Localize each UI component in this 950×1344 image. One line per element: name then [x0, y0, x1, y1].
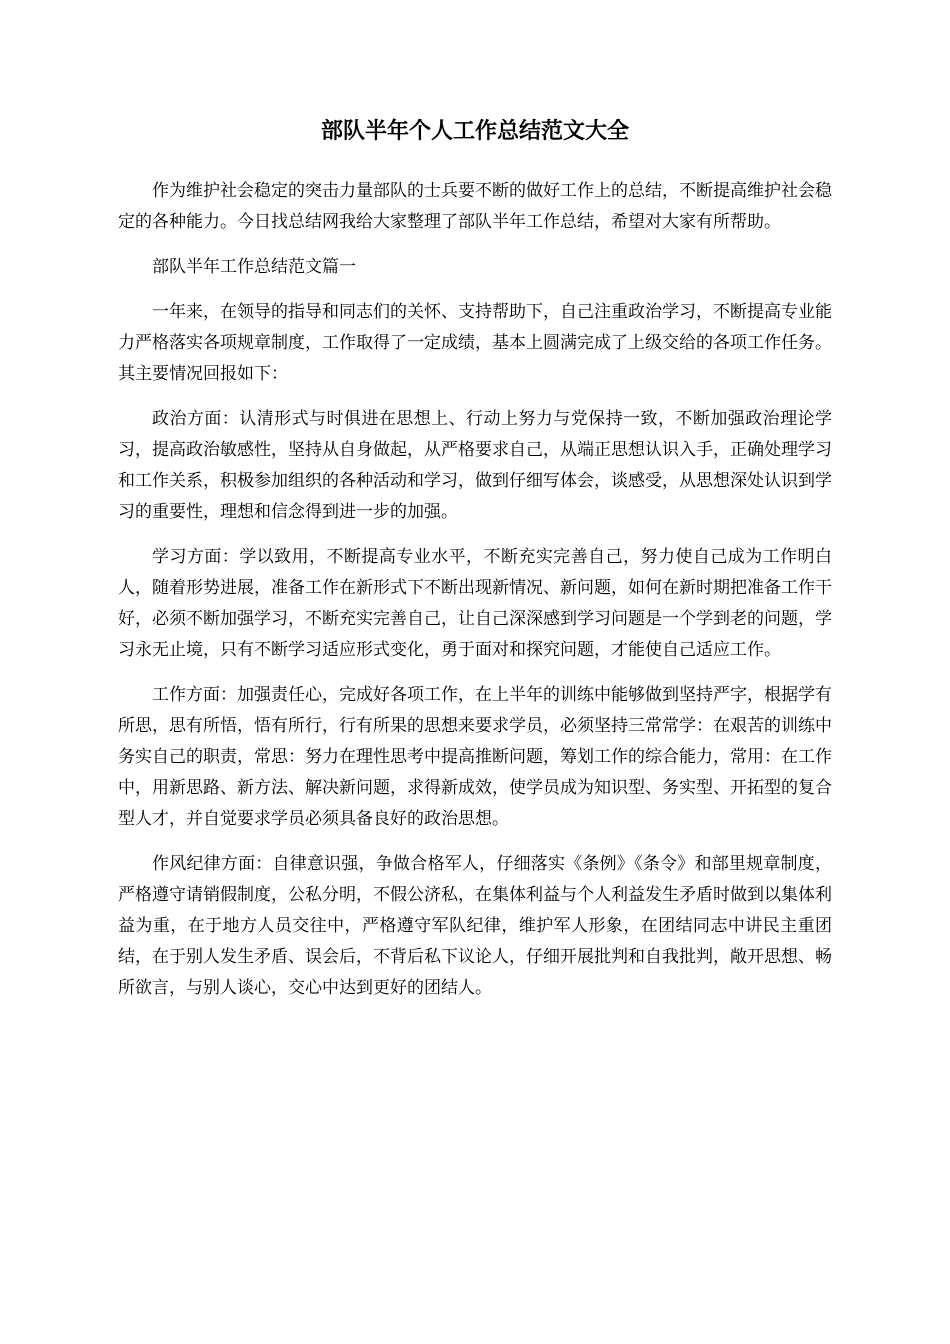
paragraph-discipline: 作风纪律方面：自律意识强，争做合格军人，仔细落实《条例》《条令》和部里规章制度，严格遵守请销假制度，公私分明，不假公济私，在集体利益与个人利益发生矛盾时做到以集体利益为重，在于地方人员交往中，严格遵守军队纪律，维护军人形象，在团结同志中讲民主重团结，在于别人发生矛盾、误会后，不背后私下议论人，仔细开展批判和自我批判，敞开思想、畅所欲言，与别人谈心，交心中达到更好的团结人。: [118, 854, 832, 998]
paragraph-overview: 一年来，在领导的指导和同志们的关怀、支持帮助下，自己注重政治学习，不断提高专业能力严格落实各项规章制度，工作取得了一定成绩，基本上圆满完成了上级交给的各项工作任务。其主要情况回报如下：: [118, 302, 832, 384]
document-body: [118, 176, 832, 1018]
document-title: 部队半年个人工作总结范文大全: [320, 119, 629, 144]
paragraph-intro: 作为维护社会稳定的突击力量部队的士兵要不断的做好工作上的总结，不断提高维护社会稳定的各种能力。今日找总结网我给大家整理了部队半年工作总结，希望对大家有所帮助。: [118, 181, 832, 232]
section-heading: 部队半年工作总结范文篇一: [152, 257, 356, 277]
paragraph-study: 学习方面：学以致用，不断提高专业水平，不断充实完善自己，努力使自己成为工作明白人，随着形势进展，准备工作在新形式下不断出现新情况、新问题，如何在新时期把准备工作干好，必须不断加强学习，不断充实完善自己，让自己深深感到学习问题是一个学到老的问题，学习永无止境，只有不断学习适应形式变化，勇于面对和探究问题，才能使自己适应工作。: [118, 547, 832, 660]
paragraph-politics: 政治方面：认清形式与时俱进在思想上、行动上努力与党保持一致，不断加强政治理论学习，提高政治敏感性，坚持从自身做起，从严格要求自己，从端正思想认识入手，正确处理学习和工作关系，积极参加组织的各种活动和学习，做到仔细写体会，谈感受，从思想深处认识到学习的重要性，理想和信念得到进一步的加强。: [118, 409, 832, 522]
paragraph-work: 工作方面：加强责任心，完成好各项工作，在上半年的训练中能够做到坚持严字，根据学有所思，思有所悟，悟有所行，行有所果的思想来要求学员，必须坚持三常常学：在艰苦的训练中务实自己的职责，常思：努力在理性思考中提高推断问题，筹划工作的综合能力，常用：在工作中，用新思路、新方法、解决新问题，求得新成效，使学员成为知识型、务实型、开拓型的复合型人才，并自觉要求学员必须具备良好的政治思想。: [118, 685, 832, 829]
